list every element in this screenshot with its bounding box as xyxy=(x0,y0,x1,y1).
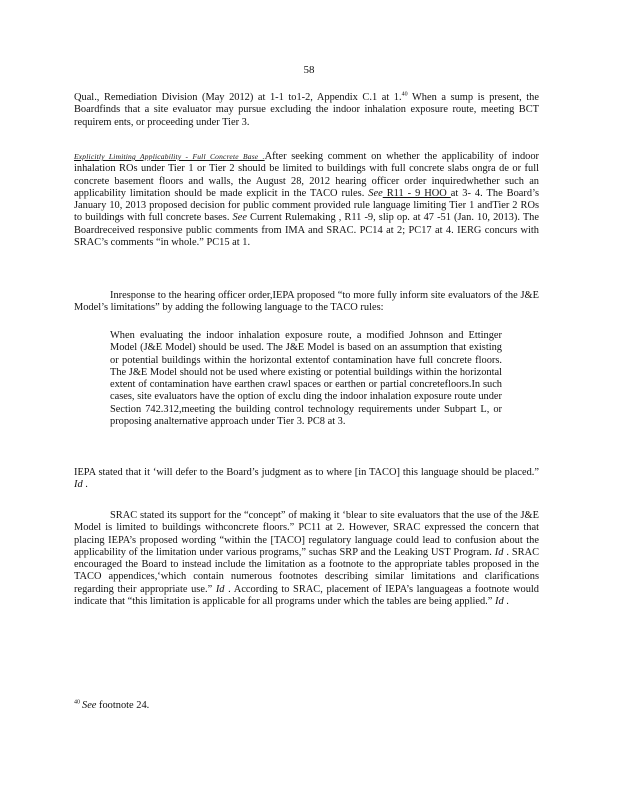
paragraph-4-end: . xyxy=(82,479,88,491)
paragraph-1-text-2: When a sump is present, the Boardfinds that a site evaluator may pursue excluding the indoor inhalation exposure route, meeting BCT requirem ents, or proceeding under Tier 3. xyxy=(74,92,539,128)
footnote-ref-40: 40 xyxy=(401,91,408,98)
paragraph-5-text-a: SRAC stated its support for the “concept” of making it ‘blear to site evaluators that the use of the J&E Model is limited to buildings withconcrete floors.” PC11 at 2. However, SRAC expressed the concern that placing IEPA’s proposed wording “within the [TACO] regulatory language could lead to confusion about the applicability of the limitation under various programs,” suchas SRP and the Leaking UST Program. xyxy=(74,510,539,558)
paragraph-2-text-b: at 3- 4. The Board’s January 10, 2013 proposed decision for public comment provided rule language limiting Tier 1 andTier 2 ROs to buildings with full concrete bases. xyxy=(74,187,540,224)
see-signal-1: See xyxy=(368,187,383,199)
id-signal-3: Id xyxy=(494,596,504,608)
paragraph-2-text-a: After seeking comment on whether the applicability of indoor inhalation ROs under Tier 1 or Tier 2 should be limited to buildings with full concrete slabs ongra de or full concrete basement floors and walls, the August 28, 2012 hearing officer order inquiredwhether such an applicability limitation should be made explicit in the TACO rules. xyxy=(74,151,539,199)
paragraph-2 xyxy=(74,151,539,249)
block-quote: When evaluating the indoor inhalation exposure route, a modified Johnson and Ettinger Model (J&E Model) should be used. The J&E Model is based on an assumption that existing or potential buildings within the horizontal extentof contamination have full concrete floors. The J&E Model should not be used where existing or potential buildings within the horizontal extent of contamination have earthen crawl spaces or earthen or partial concretefloors.In such cases, site evaluators have the option of exclu ding the indoor inhalation exposure route under Section 742.312,meeting the building control technology requirements under Subpart L, or proposing analternative approach under Tier 3. PC8 at 3. xyxy=(110,330,502,428)
id-signal-2: Id xyxy=(215,583,225,595)
paragraph-1-text: Qual., Remediation Division (May 2012) at 1-1 to1-2, Appendix C.1 at 1. xyxy=(74,92,402,103)
paragraph-5-text-b: . SRAC encouraged the Board to instead include the limitation as a footnote to the appropriate tables proposed in the TACO appendices,‘which contain numerous footnotes describing similar limitations and clarifications regarding their appropriate use.” xyxy=(74,546,540,595)
paragraph-1 xyxy=(74,92,539,129)
footnote-text: footnote 24. xyxy=(96,700,150,711)
paragraph-5 xyxy=(74,510,539,608)
id-signal-1: Id xyxy=(494,546,504,558)
footnote-number: 40 xyxy=(74,699,80,706)
footnote-see-signal: See xyxy=(82,700,97,711)
footnote-40 xyxy=(74,700,149,711)
section-heading: Explicitly Limiting Applicability - Full Concrete Base . xyxy=(74,152,265,161)
citation-r11-9-hoo: R11 - 9 HOO xyxy=(382,187,451,199)
paragraph-4-text: IEPA stated that it ‘will defer to the Board’s judgment as to where [in TACO] this language should be placed.” xyxy=(74,467,539,478)
paragraph-4 xyxy=(74,467,539,492)
see-signal-2: See xyxy=(232,212,247,224)
id-signal: Id xyxy=(74,479,83,491)
paragraph-5-text-d: . xyxy=(503,596,509,608)
page-number: 58 xyxy=(303,64,315,76)
paragraph-5-text-c: . According to SRAC, placement of IEPA’s languageas a footnote would indicate that “this limitation is applicable for all programs under which the tables are being applied.” xyxy=(74,583,539,608)
paragraph-3: Inresponse to the hearing officer order,IEPA proposed “to more fully inform site evaluators of the J&E Model’s limitations” by adding the following language to the TACO rules: xyxy=(74,290,539,314)
paragraph-2-text-c: Current Rulemaking , R11 -9, slip op. at 47 -51 (Jan. 10, 2013). The Boardreceived responsive public comments from IMA and SRAC. PC14 at 2; PC17 at 4. IERG concurs with SRAC’s comments “in whole.” PC15 at 1. xyxy=(74,212,539,249)
